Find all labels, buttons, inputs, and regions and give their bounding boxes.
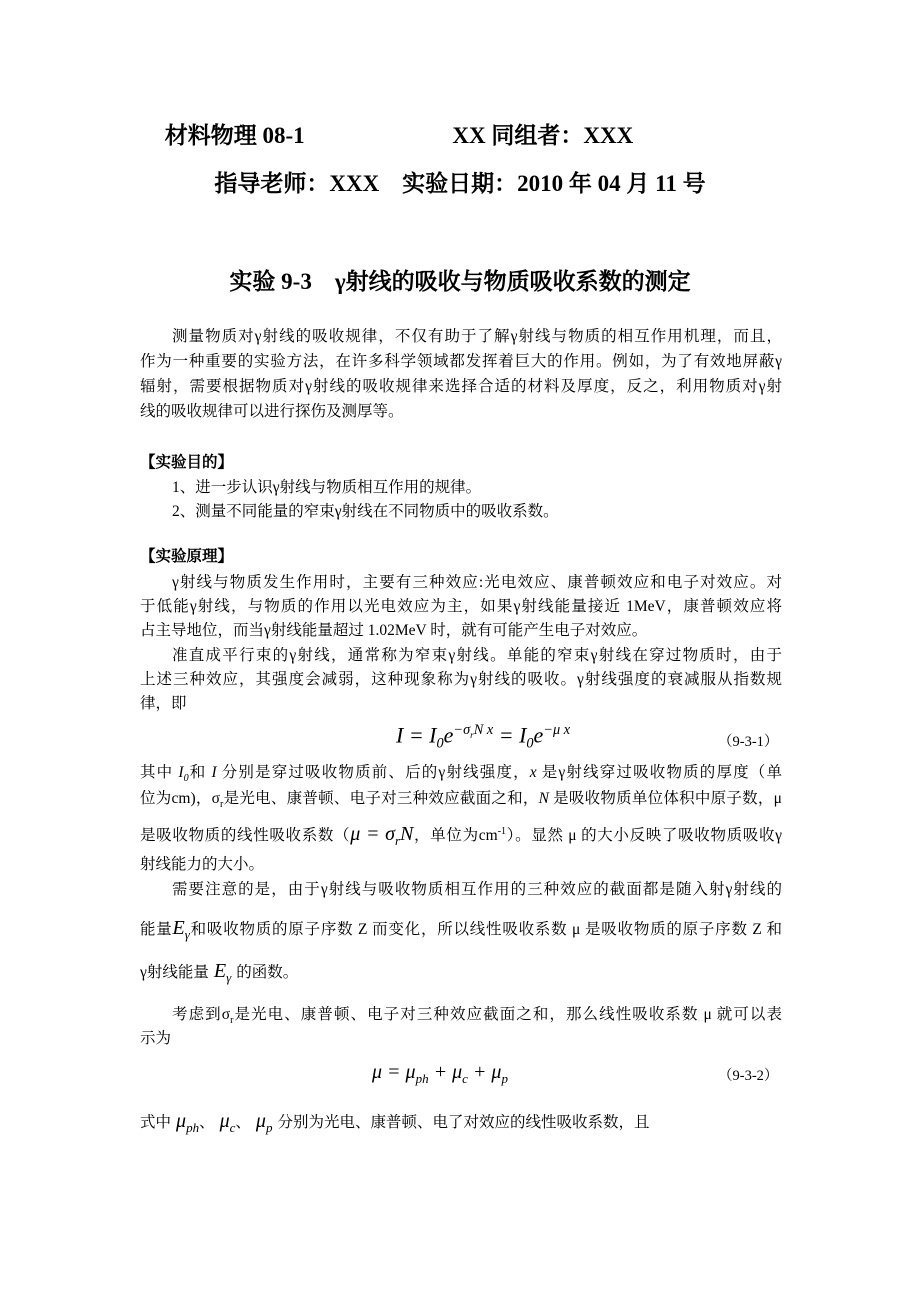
principle-line: γ射线能量 $E_\gamma$ 的函数。 <box>140 960 299 985</box>
class-name: 材料物理 08-1 <box>164 123 305 148</box>
header-line-1 <box>0 121 920 151</box>
intro-line: 辐射，需要根据物质对γ射线的吸收规律来选择合适的材料及厚度，反之，利用物质对γ射 <box>140 378 782 395</box>
group-members: XX 同组者：XXX <box>452 123 634 148</box>
principle-line: γ射线与物质发生作用时，主要有三种效应:光电效应、康普顿效应和电子对效应。对 <box>172 574 782 591</box>
principle-line: 准直成平行束的γ射线，通常称为窄束γ射线。单能的窄束γ射线在穿过物质时，由于 <box>172 647 782 664</box>
purpose-item: 1、进一步认识γ射线与物质相互作用的规律。 <box>172 479 482 496</box>
principle-line: 式中 $\mu_{ph}$、 $\mu_c$、 $\mu_p$ 分别为光电、康普顿、电了对效应的线性吸收系数，且 <box>140 1110 650 1135</box>
principle-line: 于低能γ射线，与物质的作用以光电效应为主，如果γ射线能量接近 1MeV，康普顿效应将 <box>140 598 782 615</box>
principle-line: 占主导地位，而当γ射线能量超过 1.02MeV 时，就有可能产生电子对效应。 <box>140 622 648 639</box>
purpose-heading: 【实验目的】 <box>140 454 234 471</box>
equation-9-3-1: $I = I_0e^{-\sigma_rN x} = I_0e^{-\mu x}$ <box>396 722 571 752</box>
header-line-2: 指导老师：XXX 实验日期：2010 年 04 月 11 号 <box>214 171 706 196</box>
principle-line: 射线能力的大小。 <box>140 856 265 873</box>
principle-heading: 【实验原理】 <box>140 548 234 565</box>
principle-line: 上述三种效应，其强度会减弱，这种现象称为γ射线的吸收。γ射线强度的衰减服从指数规 <box>140 671 782 688</box>
intro-line: 线的吸收规律可以进行探伤及测厚等。 <box>140 403 404 420</box>
principle-line: 是吸收物质的线性吸收系数（$\mu = \sigma_rN$，单位为$cm^{-1}$）。显然 μ 的大小反映了吸收物质吸收γ <box>140 823 782 849</box>
equation-number: （9-3-2） <box>718 1068 779 1084</box>
purpose-item: 2、测量不同能量的窄束γ射线在不同物质中的吸收系数。 <box>172 503 559 520</box>
principle-line: 考虑到$\sigma_r$是光电、康普顿、电子对三种效应截面之和，那么线性吸收系数 μ 就可以表 <box>172 1006 782 1027</box>
principle-line: 律，即 <box>140 695 187 712</box>
principle-line: 示为 <box>140 1030 172 1047</box>
experiment-title: 实验 9-3 γ射线的吸收与物质吸收系数的测定 <box>229 269 691 294</box>
intro-line: 作为一种重要的实验方法，在许多科学领域都发挥着巨大的作用。例如，为了有效地屏蔽γ <box>140 353 782 370</box>
equation-number: （9-3-1） <box>718 734 779 750</box>
principle-line: 位为cm)，$\sigma_r$是光电、康普顿、电子对三种效应截面之和，N 是吸收物质单位体积中原子数，μ <box>140 790 782 811</box>
intro-line: 测量物质对γ射线的吸收规律，不仅有助于了解γ射线与物质的相互作用机理，而且， <box>172 328 782 345</box>
equation-9-3-2: $\mu = \mu_{ph} + \mu_c + \mu_p$ <box>372 1061 508 1086</box>
principle-line: 需要注意的是，由于γ射线与吸收物质相互作用的三种效应的截面都是随入射γ射线的 <box>172 881 782 898</box>
principle-line: 其中 $I_0$和 I 分别是穿过吸收物质前、后的γ射线强度，x 是γ射线穿过吸收物质的厚度（单 <box>140 764 782 785</box>
principle-line: 能量$E_\gamma$和吸收物质的原子序数 Z 而变化，所以线性吸收系数 μ 是吸收物质的原子序数 Z 和 <box>140 917 782 942</box>
